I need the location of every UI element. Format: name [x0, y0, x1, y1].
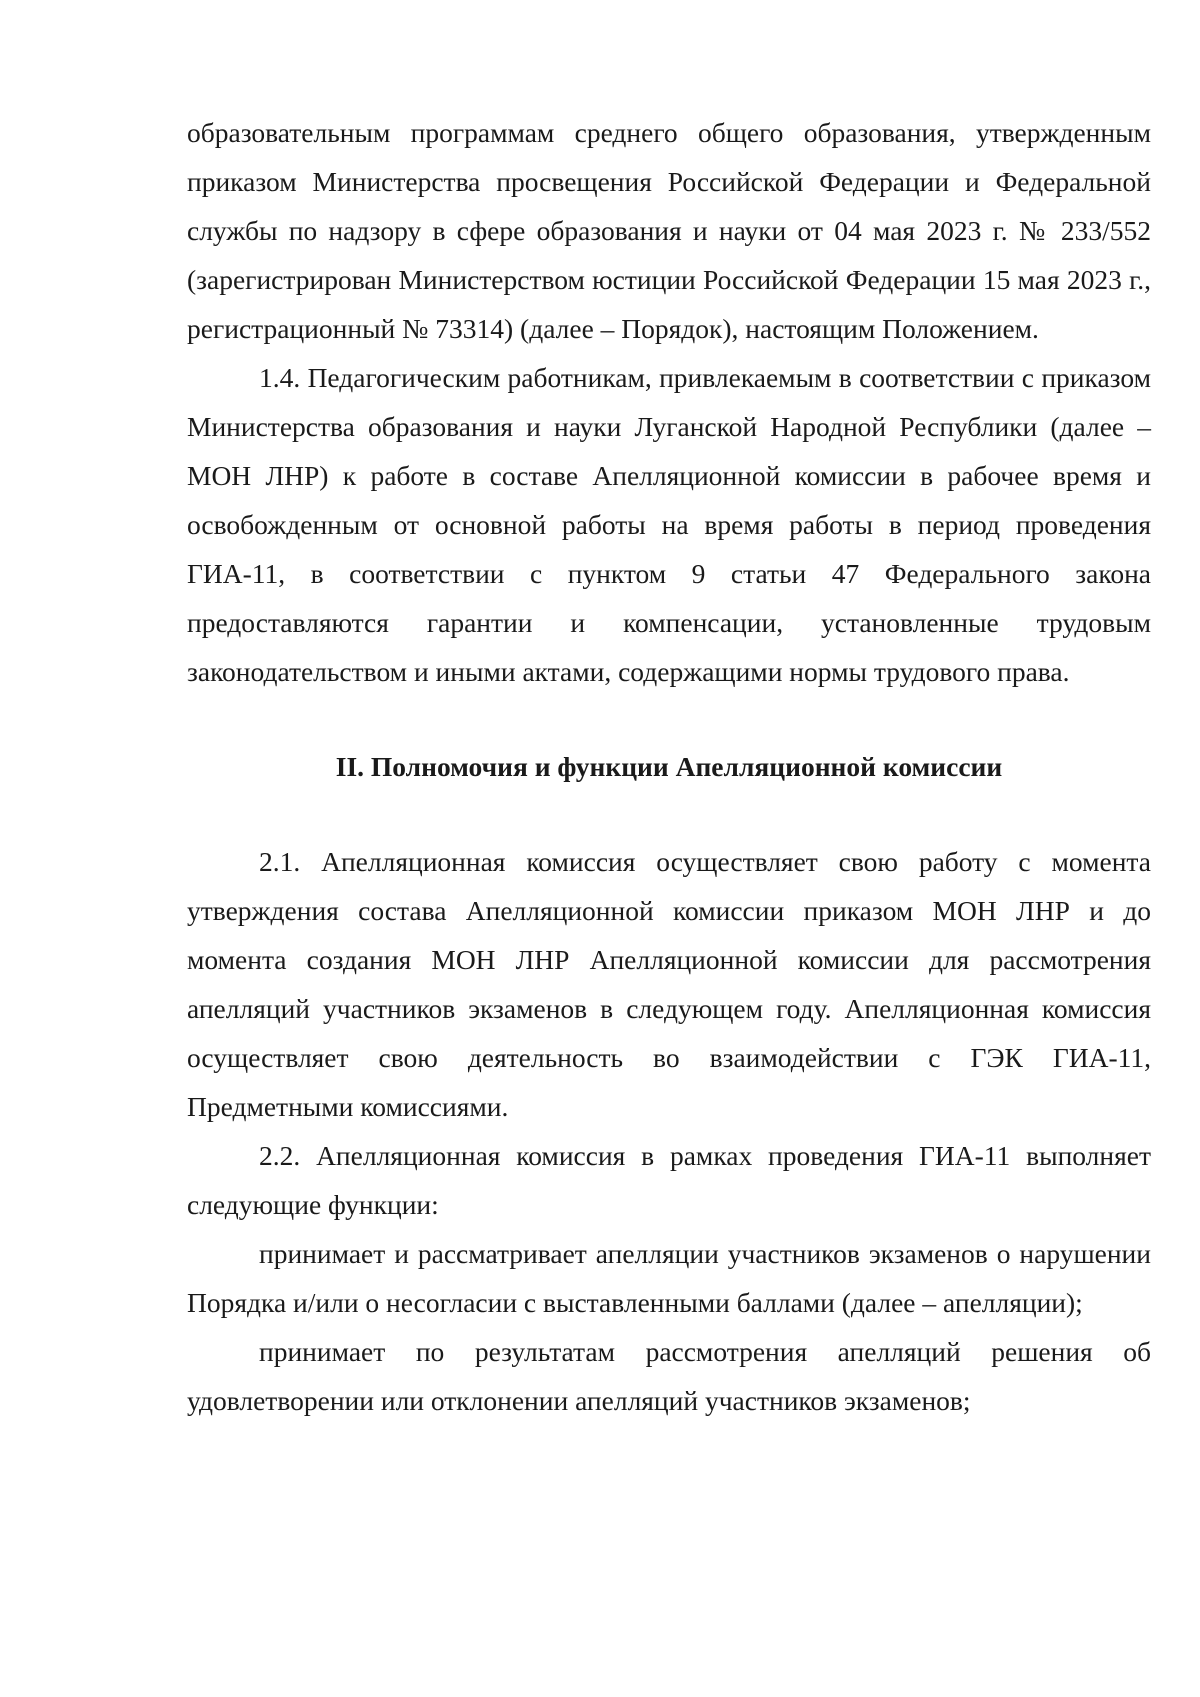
paragraph-1-4: 1.4. Педагогическим работникам, привлекаемым в соответствии с приказом Министерства образования и науки Луганской Народной Республики (далее – МОН ЛНР) к работе в составе Апелляционной комиссии в рабочее время и освобожденным от основной работы на время работы в период проведения ГИА-11, в соответствии с пунктом 9 статьи 47 Федерального закона предоставляются гарантии и компенсации, установленные трудовым законодательством и иными актами, содержащими нормы трудового права. — [187, 362, 1151, 687]
paragraph-order-reference: образовательным программам среднего общего образования, утвержденным приказом Министерства просвещения Российской Федерации и Федеральной службы по надзору в сфере образования и науки от 04 мая 2023 г. № 233/552 (зарегистрирован Министерством юстиции Российской Федерации 15 мая 2023 г., регистрационный № 73314) (далее – Порядок), настоящим Положением. — [187, 117, 1151, 344]
function-item-accept-appeals: принимает и рассматривает апелляции участников экзаменов о нарушении Порядка и/или о несогласии с выставленными баллами (далее – апелляции); — [187, 1238, 1151, 1318]
spacer — [187, 791, 1151, 837]
function-item-decisions: принимает по результатам рассмотрения апелляций решения об удовлетворении или отклонении апелляций участников экзаменов; — [187, 1336, 1151, 1416]
spacer — [187, 696, 1151, 742]
paragraph-2-2: 2.2. Апелляционная комиссия в рамках проведения ГИА-11 выполняет следующие функции: — [187, 1140, 1151, 1220]
document-page — [187, 108, 1151, 1425]
paragraph-2-1: 2.1. Апелляционная комиссия осуществляет свою работу с момента утверждения состава Апелляционной комиссии приказом МОН ЛНР и до момента создания МОН ЛНР Апелляционной комиссии для рассмотрения апелляций участников экзаменов в следующем году. Апелляционная комиссия осуществляет свою деятельность во взаимодействии с ГЭК ГИА-11, Предметными комиссиями. — [187, 846, 1151, 1122]
section-heading: II. Полномочия и функции Апелляционной комиссии — [335, 751, 1003, 782]
